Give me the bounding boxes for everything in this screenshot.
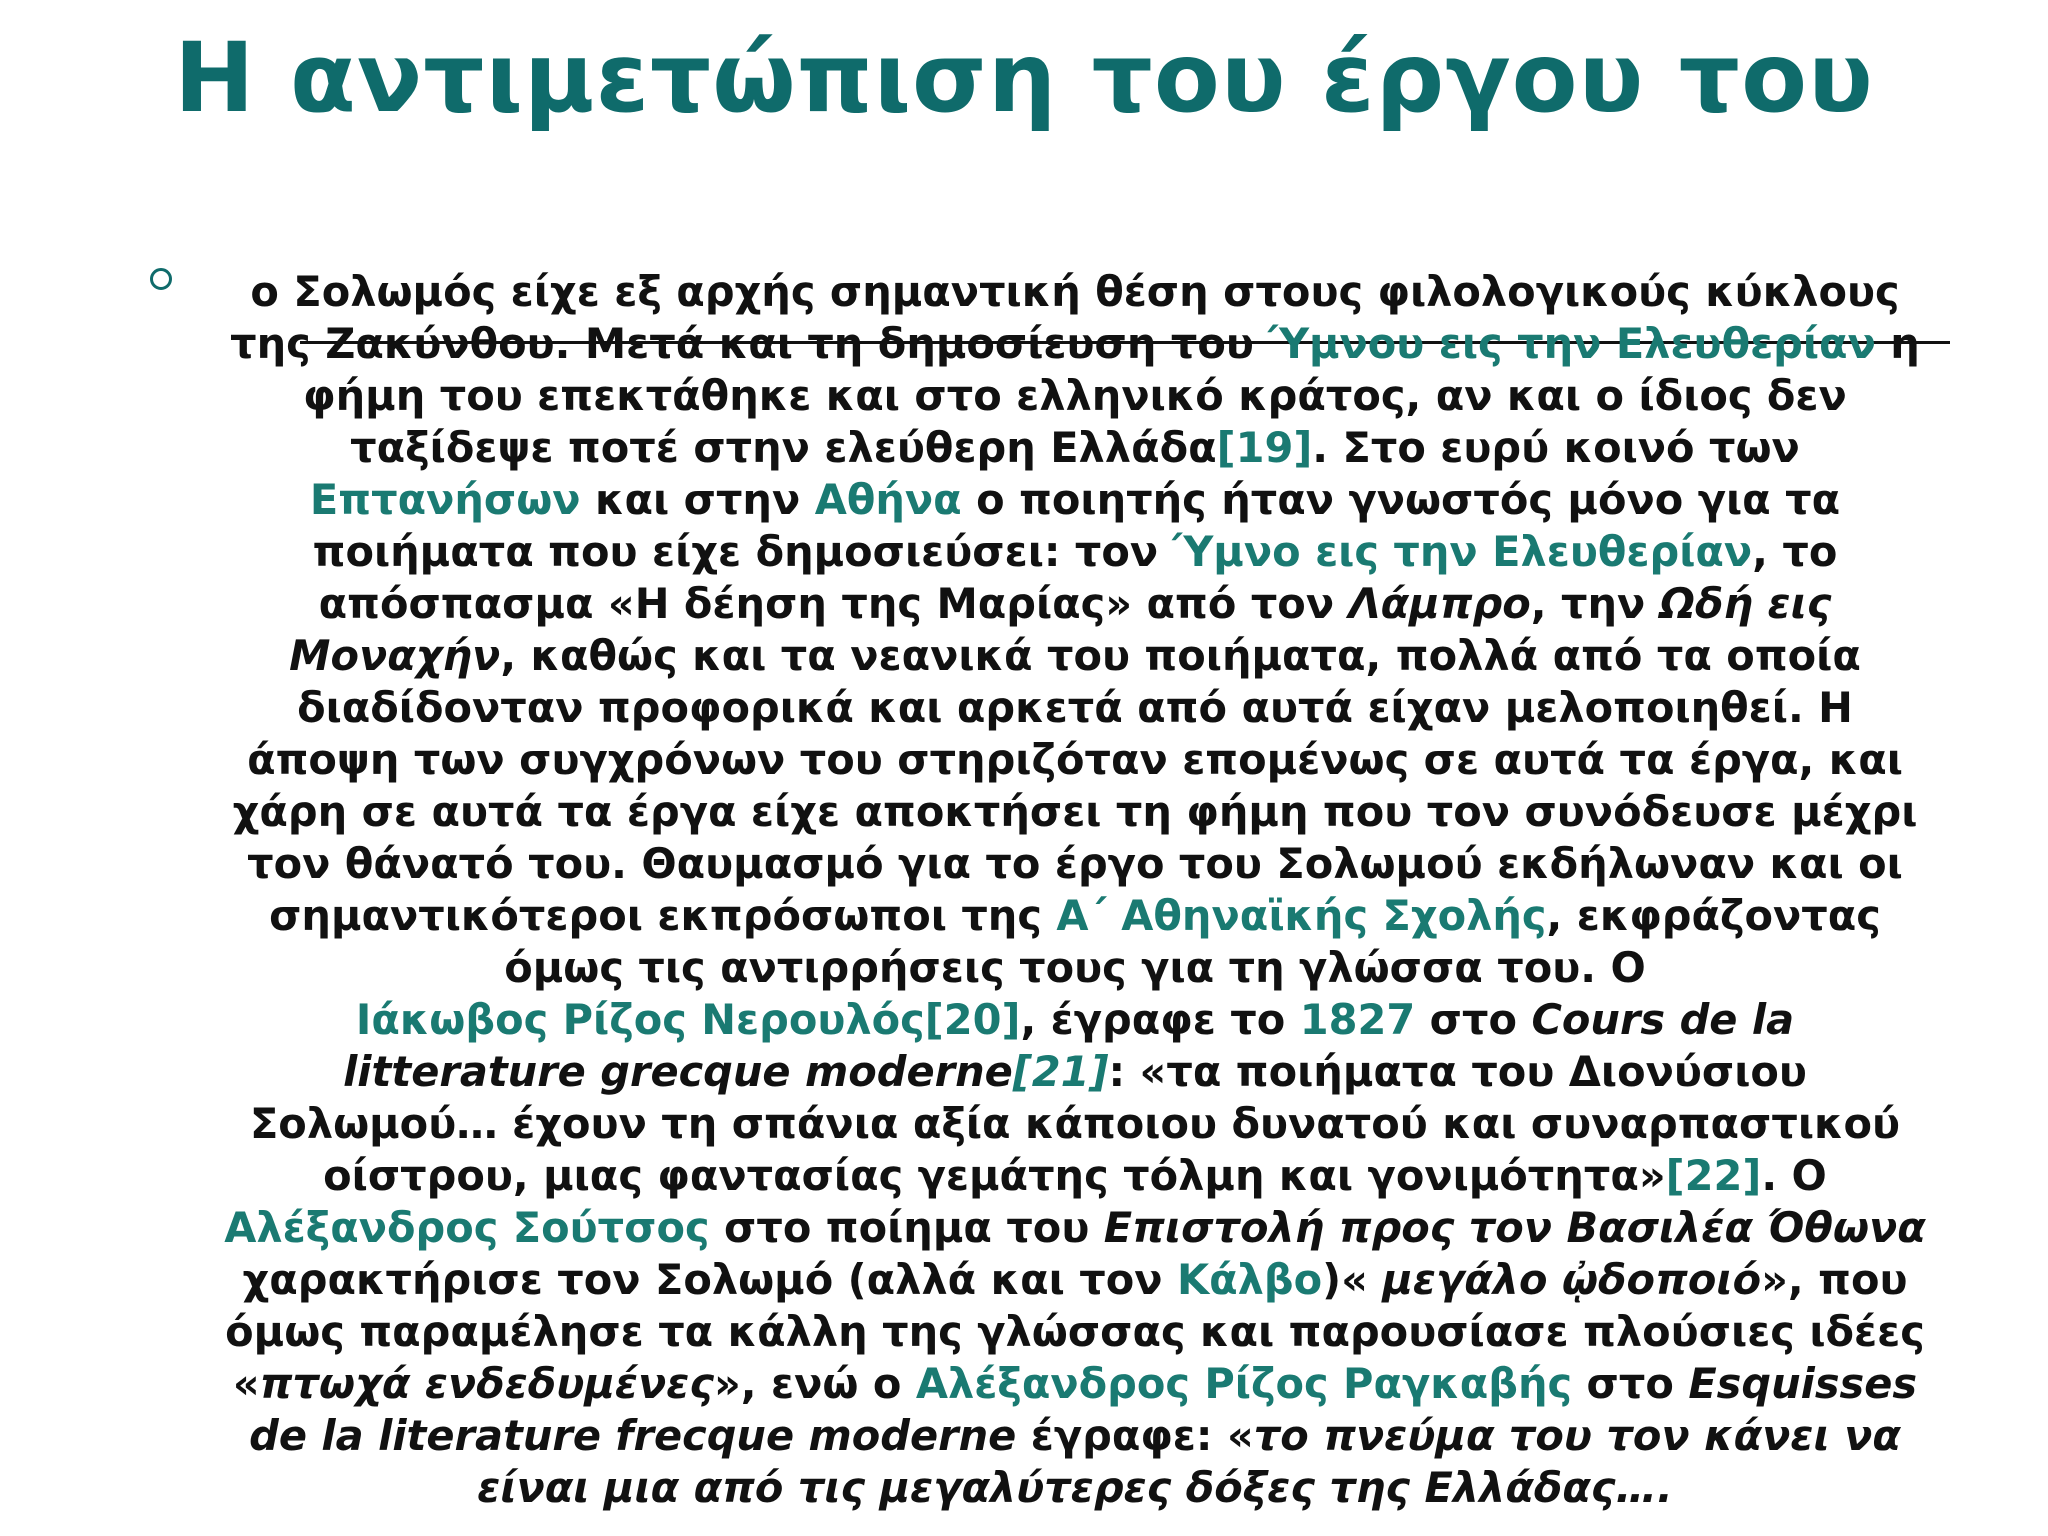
text-segment: φήμη του επεκτάθηκε και στο ελληνικό κράτος, αν και ο ίδιος δεν [303, 371, 1847, 420]
text-segment: », ενώ ο [713, 1359, 916, 1408]
text-segment: ο Σολωμός είχε εξ αρχής σημαντική θέση στους φιλολογικούς κύκλους [250, 267, 1900, 316]
hyperlink-text[interactable]: Αλέξανδρος Ρίζος Ραγκαβής [915, 1359, 1573, 1408]
slide-title: Η αντιμετώπιση του έργου του [174, 22, 1874, 134]
paragraph-line [200, 1098, 1950, 1150]
text-segment: Ωδή εις [1659, 579, 1832, 628]
text-segment: , έγραφε το [1020, 995, 1300, 1044]
text-segment: », που [1761, 1255, 1908, 1304]
text-segment: Σολωμού… έχουν τη σπάνια αξία κάποιου δυνατού και συναρπαστικού [249, 1099, 1901, 1148]
text-segment: της Ζακύνθου. Μετά και τη δημοσίευση του [230, 319, 1269, 368]
paragraph-line [200, 942, 1950, 994]
text-segment: η [1875, 319, 1920, 368]
paragraph-line [200, 1202, 1950, 1254]
paragraph-line [200, 526, 1950, 578]
text-segment: , το [1752, 527, 1838, 576]
text-segment: . Στο ευρύ κοινό των [1312, 423, 1800, 472]
hyperlink-text[interactable]: Ιάκωβος Ρίζος Νερουλός [355, 995, 925, 1044]
text-segment: όμως τις αντιρρήσεις τους για τη γλώσσα του. Ο [504, 943, 1646, 992]
hyperlink-text[interactable]: 1827 [1299, 995, 1416, 1044]
slide-body-paragraph [200, 266, 1950, 1514]
text-segment: litterature grecque moderne [343, 1047, 1013, 1096]
text-segment: Λάμπρο [1348, 579, 1531, 628]
text-segment: είναι μια από τις μεγαλύτερες δόξες της Ελλάδας…. [477, 1463, 1673, 1512]
hyperlink-text[interactable]: Α΄ Αθηναϊκής Σχολής [1056, 891, 1547, 940]
text-segment: Cours de la [1531, 995, 1795, 1044]
paragraph-line [200, 578, 1950, 630]
text-segment: στο ποίημα του [709, 1203, 1104, 1252]
hyperlink-text[interactable]: Αθήνα [814, 475, 962, 524]
hyperlink-text[interactable]: [19] [1216, 423, 1313, 472]
text-segment: τον θάνατό του. Θαυμασμό για το έργο του Σολωμού εκδήλωναν και οι [247, 839, 1903, 888]
text-segment: πτωχά ενδεδυμένες [259, 1359, 714, 1408]
paragraph-line [200, 266, 1950, 318]
text-segment: έγραφε: « [1016, 1411, 1254, 1460]
hyperlink-text[interactable]: Κάλβο [1176, 1255, 1323, 1304]
text-segment: χάρη σε αυτά τα έργα είχε αποκτήσει τη φήμη που τον συνόδευσε μέχρι [232, 787, 1918, 836]
paragraph-line [200, 630, 1950, 682]
hyperlink-text[interactable]: Ύμνο εις την Ελευθερίαν [1172, 527, 1753, 576]
text-segment: de la literature frecque moderne [249, 1411, 1017, 1460]
text-segment: Μοναχήν [289, 631, 501, 680]
text-segment: « [232, 1359, 260, 1408]
text-segment: χαρακτήρισε τον Σολωμό (αλλά και τον [242, 1255, 1177, 1304]
hyperlink-text[interactable]: [21] [1012, 1047, 1109, 1096]
paragraph-line [200, 1254, 1950, 1306]
paragraph-line [200, 474, 1950, 526]
text-segment: απόσπασμα «Η δέηση της Μαρίας» από τον [318, 579, 1349, 628]
paragraph-line [200, 890, 1950, 942]
hyperlink-text[interactable]: [20] [924, 995, 1021, 1044]
hyperlink-text[interactable]: Αλέξανδρος Σούτσος [224, 1203, 710, 1252]
paragraph-line [200, 1306, 1950, 1358]
text-segment: Επιστολή προς τον Βασιλέα Όθωνα [1103, 1203, 1926, 1252]
text-segment: . Ο [1761, 1151, 1827, 1200]
paragraph-line [200, 838, 1950, 890]
text-segment: σημαντικότεροι εκπρόσωποι της [269, 891, 1057, 940]
paragraph-line [200, 370, 1950, 422]
text-segment: )« [1322, 1255, 1383, 1304]
paragraph-line [200, 682, 1950, 734]
text-segment: , καθώς και τα νεανικά του ποιήματα, πολλά από τα οποία [500, 631, 1861, 680]
text-segment: ταξίδεψε ποτέ στην ελεύθερη Ελλάδα [350, 423, 1217, 472]
text-segment: διαδίδονταν προφορικά και αρκετά από αυτά είχαν μελοποιηθεί. Η [297, 683, 1853, 732]
text-segment: , την [1530, 579, 1660, 628]
paragraph-line [200, 1410, 1950, 1462]
text-segment: ποιήματα που είχε δημοσιεύσει: τον [312, 527, 1173, 576]
paragraph-line [200, 1150, 1950, 1202]
paragraph-line [200, 734, 1950, 786]
text-segment: , εκφράζοντας [1546, 891, 1881, 940]
hollow-circle-bullet-icon [150, 268, 172, 290]
text-segment: άποψη των συγχρόνων του στηριζόταν επομένως σε αυτά τα έργα, και [247, 735, 1903, 784]
hyperlink-text[interactable]: [22] [1665, 1151, 1762, 1200]
paragraph-line [200, 1046, 1950, 1098]
text-segment: Esquisses [1688, 1359, 1918, 1408]
paragraph-line [200, 786, 1950, 838]
paragraph-line [200, 994, 1950, 1046]
text-segment: και στην [580, 475, 815, 524]
text-segment: το πνεύμα του τον κάνει να [1253, 1411, 1901, 1460]
text-segment: οίστρου, μιας φαντασίας γεμάτης τόλμη και γονιμότητα» [323, 1151, 1666, 1200]
text-segment: : «τα ποιήματα του Διονύσιου [1108, 1047, 1807, 1096]
text-segment: στο [1415, 995, 1532, 1044]
text-segment: όμως παραμέλησε τα κάλλη της γλώσσας και παρουσίασε πλούσιες ιδέες [225, 1307, 1925, 1356]
text-segment: στο [1572, 1359, 1689, 1408]
text-segment: ο ποιητής ήταν γνωστός μόνο για τα [961, 475, 1841, 524]
hyperlink-text[interactable]: Επτανήσων [309, 475, 581, 524]
text-segment: μεγάλο ᾠδοποιό [1382, 1255, 1762, 1304]
paragraph-line [200, 1462, 1950, 1514]
paragraph-line [200, 1358, 1950, 1410]
paragraph-line [200, 318, 1950, 370]
hyperlink-text[interactable]: Ύμνου εις την Ελευθερίαν [1268, 319, 1876, 368]
paragraph-line [200, 422, 1950, 474]
